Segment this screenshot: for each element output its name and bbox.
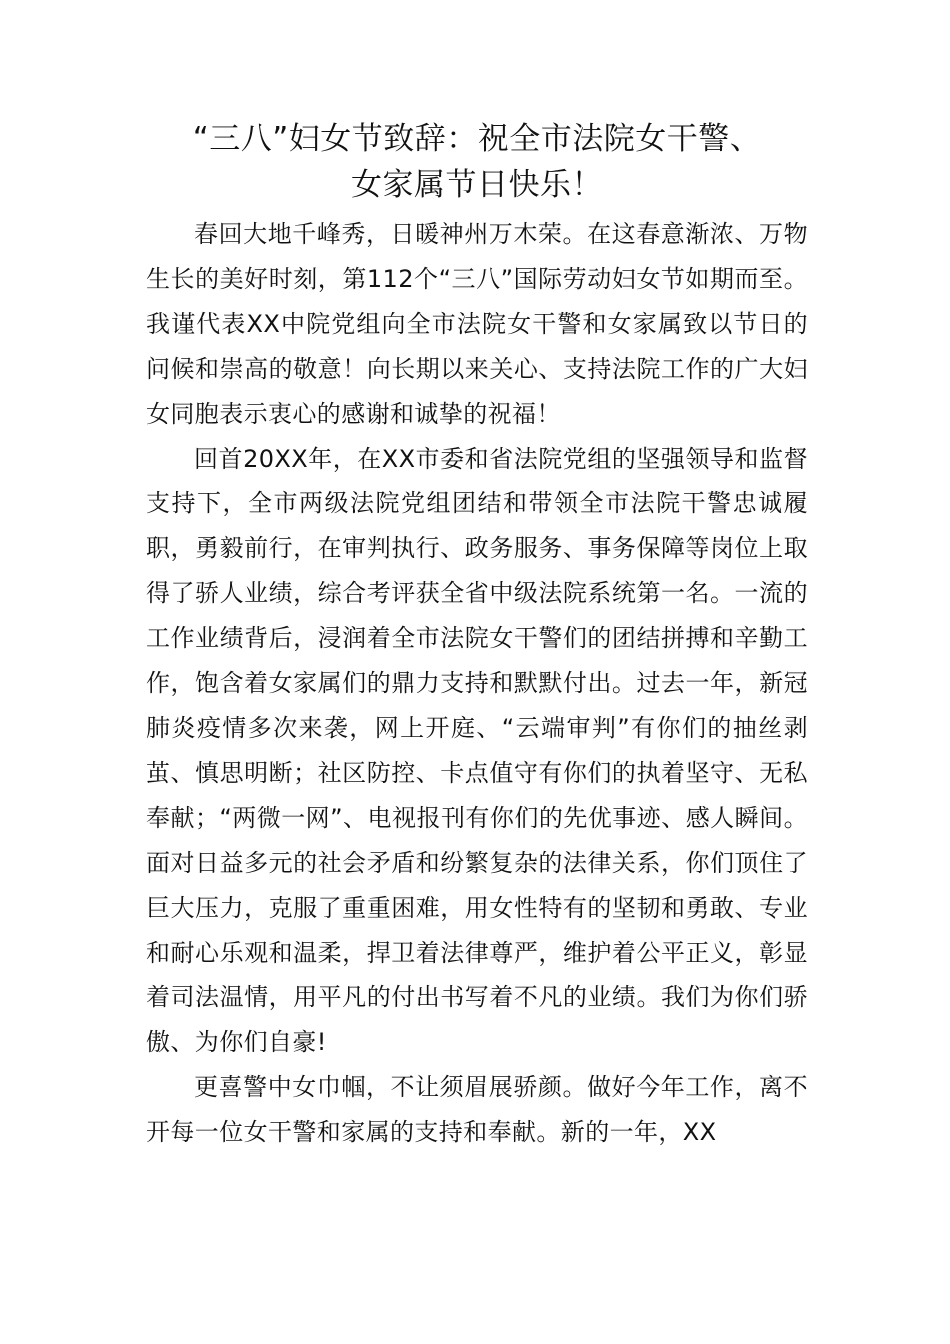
paragraph-1: 春回大地千峰秀，日暖神州万木荣。在这春意渐浓、万物生长的美好时刻，第112个“三八”国际劳动妇女节如期而至。我谨代表XX中院党组向全市法院女干警和女家属致以节日的问候和崇高的敬意！向长期以来关心、支持法院工作的广大妇女同胞表示衷心的感谢和诚挚的祝福！ (146, 220, 808, 428)
paragraph-2: 回首20XX年，在XX市委和省法院党组的坚强领导和监督支持下，全市两级法院党组团结和带领全市法院干警忠诚履职，勇毅前行，在审判执行、政务服务、事务保障等岗位上取得了骄人业绩，综合考评获全省中级法院系统第一名。一流的工作业绩背后，浸润着全市法院女干警们的团结拼搏和辛勤工作，饱含着女家属们的鼎力支持和默默付出。过去一年，新冠肺炎疫情多次来袭，网上开庭、“云端审判”有你们的抽丝剥茧、慎思明断；社区防控、卡点值守有你们的执着坚守、无私奉献；“两微一网”、电视报刊有你们的先优事迹、感人瞬间。面对日益多元的社会矛盾和纷繁复杂的法律关系，你们顶住了巨大压力，克服了重重困难，用女性特有的坚韧和勇敢、专业和耐心乐观和温柔，捍卫着法律尊严，维护着公平正义，彰显着司法温情，用平凡的付出书写着不凡的业绩。我们为你们骄傲、为你们自豪! (146, 444, 808, 1057)
title-line-2: 女家属节日快乐！ (351, 167, 603, 203)
title-line-1: “三八”妇女节致辞：祝全市法院女干警、 (192, 121, 762, 157)
paragraph-3: 更喜警中女巾帼，不让须眉展骄颜。做好今年工作，离不开每一位女干警和家属的支持和奉献。新的一年，XX (146, 1073, 808, 1147)
document-body (146, 212, 808, 1155)
document-title (146, 116, 808, 208)
